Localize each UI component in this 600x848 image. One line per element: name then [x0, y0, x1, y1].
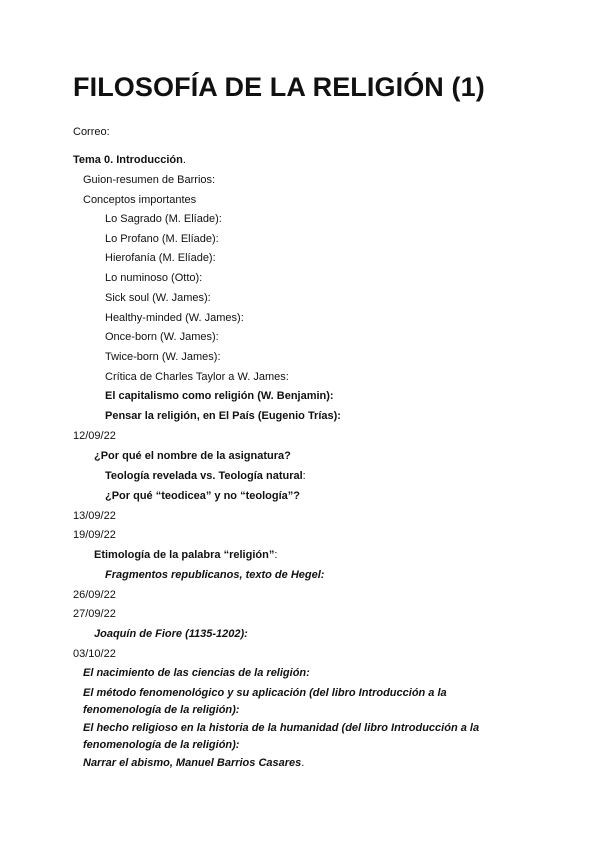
tema-0-tail: . — [182, 154, 186, 166]
tema-0-label: Tema 0. Introducción — [73, 154, 183, 166]
etimologia-entry — [94, 547, 277, 564]
etimologia-word: “religión” — [223, 549, 275, 561]
concept-item: Crítica de Charles Taylor a W. James: — [105, 371, 289, 383]
teologia-entry — [105, 468, 306, 485]
tema-0-heading — [73, 152, 186, 169]
concept-item: Lo numinoso (Otto): — [105, 272, 203, 284]
narrar-label: Narrar el abismo, Manuel Barrios Casares — [83, 757, 302, 769]
concept-item: Hierofanía (M. Elíade): — [105, 252, 216, 264]
date-entry: 19/09/22 — [73, 529, 116, 541]
date-entry: 13/09/22 — [73, 510, 116, 522]
teodicea-entry: ¿Por qué “teodicea” y no “teología”? — [105, 490, 300, 502]
teologia-label: Teología revelada vs. Teología natural — [105, 470, 303, 482]
hecho-entry: El hecho religioso en la historia de la humanidad (del libro Introducción a la fenomenología de la religión): — [83, 722, 480, 751]
concept-item: Lo Profano (M. Elíade): — [105, 233, 219, 245]
date-entry: 12/09/22 — [73, 430, 116, 442]
concept-item: Sick soul (W. James): — [105, 292, 211, 304]
concept-item: Lo Sagrado (M. Elíade): — [105, 213, 222, 225]
date-entry: 03/10/22 — [73, 648, 116, 660]
teologia-tail: : — [302, 470, 306, 482]
correo-label: Correo: — [73, 126, 110, 138]
page-title: FILOSOFÍA DE LA RELIGIÓN (1) — [73, 72, 485, 102]
metodo-entry: El método fenomenológico y su aplicación (del libro Introducción a la fenomenología de la religión): — [83, 687, 447, 716]
narrar-entry — [83, 755, 304, 772]
fragmentos-entry: Fragmentos republicanos, texto de Hegel: — [105, 569, 325, 581]
concept-item: Healthy-minded (W. James): — [105, 312, 244, 324]
etimologia-tail: : — [274, 549, 278, 561]
date-entry: 27/09/22 — [73, 608, 116, 620]
concept-item: Once-born (W. James): — [105, 331, 219, 343]
joaquin-entry: Joaquín de Fiore (1135-1202): — [94, 628, 248, 640]
guion-resumen: Guion-resumen de Barrios: — [83, 174, 216, 186]
pensar-entry: Pensar la religión, en El País (Eugenio Trías): — [105, 410, 341, 422]
concept-item: Twice-born (W. James): — [105, 351, 221, 363]
etimologia-label: Etimología de la palabra — [94, 549, 224, 561]
conceptos-heading: Conceptos importantes — [83, 194, 197, 206]
capitalismo-entry: El capitalismo como religión (W. Benjamin): — [105, 390, 334, 402]
nombre-asignatura-entry: ¿Por qué el nombre de la asignatura? — [94, 450, 291, 462]
date-entry: 26/09/22 — [73, 589, 116, 601]
narrar-tail: . — [301, 757, 305, 769]
nacimiento-entry: El nacimiento de las ciencias de la religión: — [83, 667, 310, 679]
